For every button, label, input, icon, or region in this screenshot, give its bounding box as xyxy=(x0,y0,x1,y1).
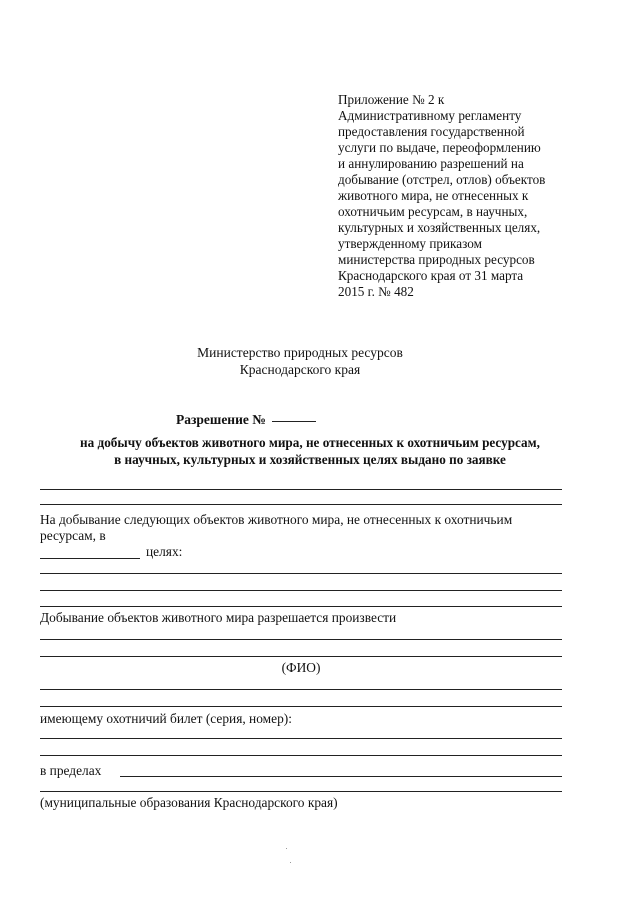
ministry-name xyxy=(140,344,460,378)
ministry-line-2: Краснодарского края xyxy=(239,362,361,377)
appendix-line: и аннулированию разрешений на xyxy=(338,156,524,171)
objects-text-line-2: ресурсам, в xyxy=(40,528,106,543)
objects-fill-line[interactable] xyxy=(40,606,562,607)
fio-caption: (ФИО) xyxy=(281,660,321,675)
ticket-text: имеющему охотничий билет (серия, номер): xyxy=(40,711,292,726)
application-fill-line[interactable] xyxy=(40,504,562,505)
objects-fill-line[interactable] xyxy=(40,573,562,574)
appendix-line: министерства природных ресурсов xyxy=(338,252,535,267)
objects-text-line-1: На добывание следующих объектов животного мира, не отнесенных к охотничьим xyxy=(40,512,513,527)
appendix-line: утвержденному приказом xyxy=(338,236,482,251)
municipal-fill-line[interactable] xyxy=(40,791,562,792)
objects-fill-line[interactable] xyxy=(40,590,562,591)
appendix-line: животного мира, не отнесенных к xyxy=(338,188,529,203)
appendix-line: охотничьим ресурсам, в научных, xyxy=(338,204,528,219)
appendix-line: предоставления государственной xyxy=(338,124,525,139)
ticket-fill-line[interactable] xyxy=(40,755,562,756)
within-label: в пределах xyxy=(40,763,102,778)
application-fill-line[interactable] xyxy=(40,489,562,490)
purpose-label: целях: xyxy=(146,544,183,559)
scan-speck xyxy=(286,848,287,849)
allowed-fill-line[interactable] xyxy=(40,639,562,640)
appendix-line: Краснодарского края от 31 марта xyxy=(338,268,524,283)
permit-subtitle-line-1: на добычу объектов животного мира, не отнесенных к охотничьим ресурсам, xyxy=(80,435,540,450)
permit-subtitle xyxy=(30,434,590,468)
within-fill-line[interactable] xyxy=(120,776,562,777)
ministry-line-1: Министерство природных ресурсов xyxy=(197,345,403,360)
scan-speck xyxy=(290,862,291,863)
appendix-line: добывание (отстрел, отлов) объектов xyxy=(338,172,546,187)
appendix-line: 2015 г. № 482 xyxy=(338,284,414,299)
allowed-text: Добывание объектов животного мира разрешается произвести xyxy=(40,610,397,625)
appendix-line: Административному регламенту xyxy=(338,108,522,123)
appendix-block xyxy=(338,92,598,300)
permit-title xyxy=(176,412,316,428)
fio-fill-line[interactable] xyxy=(40,656,562,657)
permit-number-blank[interactable] xyxy=(272,421,316,422)
permit-subtitle-line-2: в научных, культурных и хозяйственных целях выдано по заявке xyxy=(114,452,506,467)
permit-title-text: Разрешение № xyxy=(176,412,266,427)
appendix-line: услуги по выдаче, переоформлению xyxy=(338,140,541,155)
appendix-line: культурных и хозяйственных целях, xyxy=(338,220,541,235)
ticket-fill-line[interactable] xyxy=(40,738,562,739)
extra-fill-line[interactable] xyxy=(40,689,562,690)
purpose-fill-line[interactable] xyxy=(40,558,140,559)
extra-fill-line[interactable] xyxy=(40,706,562,707)
appendix-line: Приложение № 2 к xyxy=(338,92,445,107)
municipal-caption: (муниципальные образования Краснодарского края) xyxy=(40,795,338,810)
